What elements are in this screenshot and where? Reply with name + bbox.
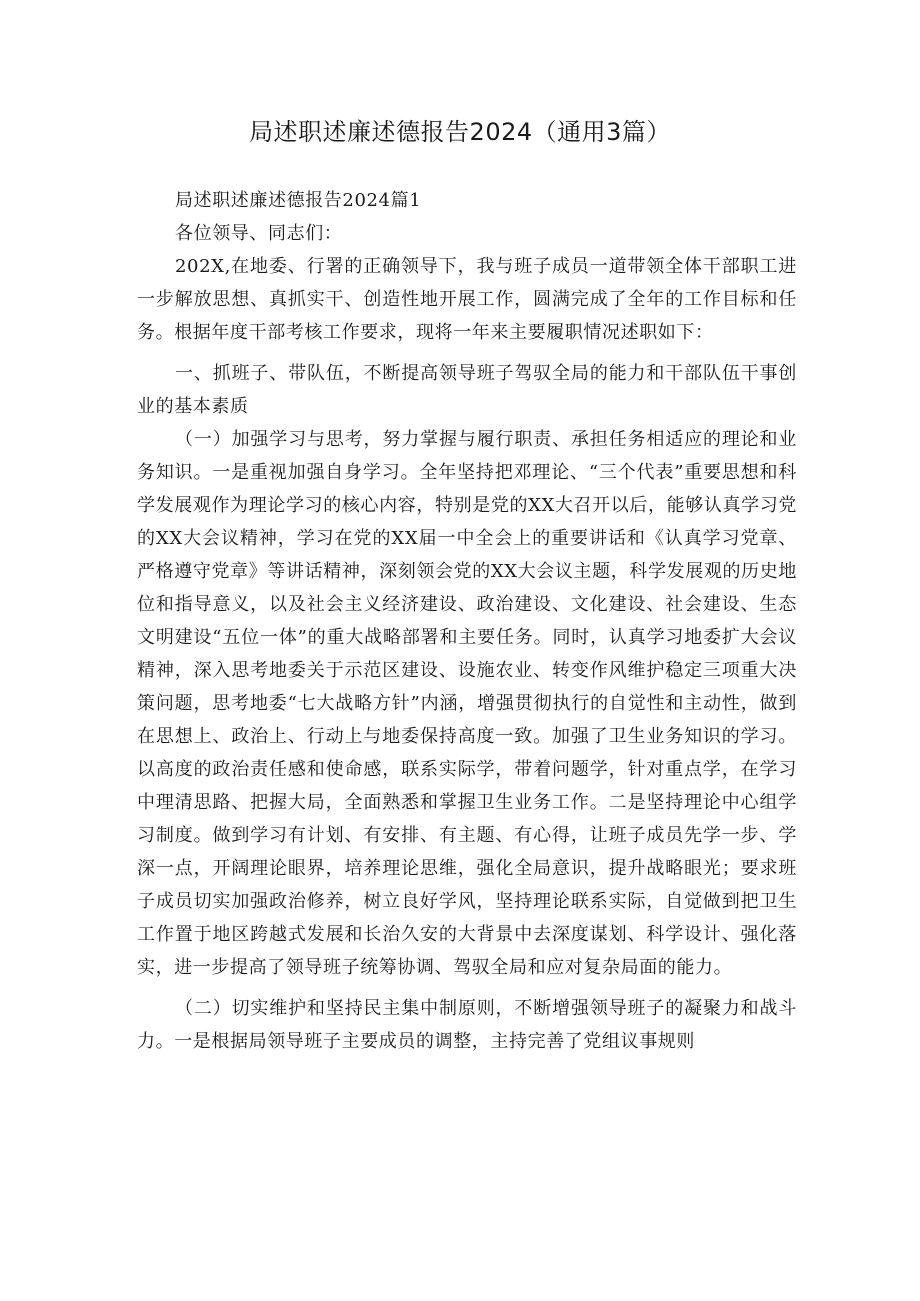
body-paragraph: 一、抓班子、带队伍，不断提高领导班子驾驭全局的能力和干部队伍干事创业的基本素质	[137, 363, 797, 417]
body-paragraph: （一）加强学习与思考，努力掌握与履行职责、承担任务相适应的理论和业务知识。一是重视加强自身学习。全年坚持把邓理论、“三个代表”重要思想和科学发展观作为理论学习的核心内容，特别是党的XX大召开以后，能够认真学习党的XX大会议精神，学习在党的XX届一中全会上的重要讲话和《认真学习党章、严格遵守党章》等讲话精神，深刻领会党的XX大会议主题，科学发展观的历史地位和指导意义，以及社会主义经济建设、政治建设、文化建设、社会建设、生态文明建设“五位一体”的重大战略部署和主要任务。同时，认真学习地委扩大会议精神，深入思考地委关于示范区建设、设施农业、转变作风维护稳定三项重大决策问题，思考地委“七大战略方针”内涵，增强贯彻执行的自觉性和主动性，做到在思想上、政治上、行动上与地委保持高度一致。加强了卫生业务知识的学习。以高度的政治责任感和使命感，联系实际学，带着问题学，针对重点学，在学习中理清思路、把握大局，全面熟悉和掌握卫生业务工作。二是坚持理论中心组学习制度。做到学习有计划、有安排、有主题、有心得，让班子成员先学一步、学深一点，开阔理论眼界，培养理论思维，强化全局意识，提升战略眼光；要求班子成员切实加强政治修养，树立良好学风，坚持理论联系实际，自觉做到把卫生工作置于地区跨越式发展和长治久安的大背景中去深度谋划、科学设计、强化落实，进一步提高了领导班子统筹协调、驾驭全局和应对复杂局面的能力。	[137, 429, 797, 978]
body-paragraph: 202X,在地委、行署的正确领导下，我与班子成员一道带领全体干部职工进一步解放思想、真抓实干、创造性地开展工作，圆满完成了全年的工作目标和任务。根据年度干部考核工作要求，现将一年来主要履职情况述职如下：	[137, 256, 797, 343]
salutation: 各位领导、同志们：	[175, 223, 343, 244]
section-heading: 局述职述廉述德报告2024篇1	[175, 190, 422, 211]
document-body	[137, 184, 797, 1058]
body-paragraph: （二）切实维护和坚持民主集中制原则，不断增强领导班子的凝聚力和战斗力。一是根据局领导班子主要成员的调整，主持完善了党组议事规则	[137, 998, 797, 1052]
document-title: 局述职述廉述德报告2024（通用3篇）	[249, 118, 671, 146]
